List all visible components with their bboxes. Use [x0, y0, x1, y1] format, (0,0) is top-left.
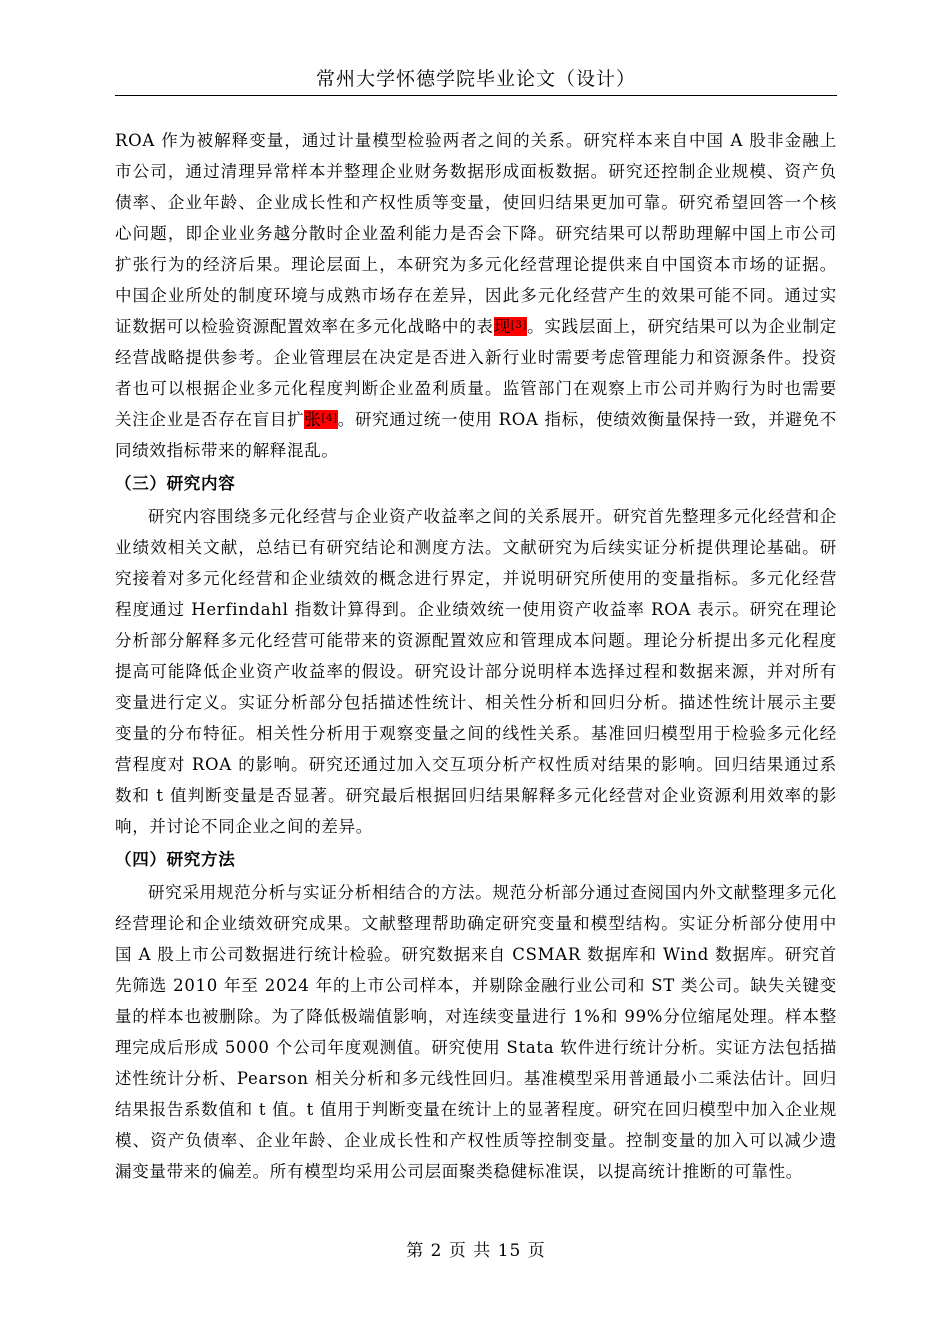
- header-divider: [115, 95, 837, 96]
- highlighted-text-1: [494, 317, 527, 336]
- page-header-title: 常州大学怀德学院毕业论文（设计）: [315, 68, 636, 90]
- highlighted-char-1: 现: [493, 317, 511, 336]
- page-number-footer: 第 2 页 共 15 页: [406, 1241, 546, 1261]
- intro-paragraph: [115, 125, 837, 466]
- intro-text-part1: ROA 作为被解释变量，通过计量模型检验两者之间的关系。研究样本来自中国 A 股非金融上市公司，通过清理异常样本并整理企业财务数据形成面板数据。研究还控制企业规模、资产负债率、企业年龄、企业成长性和产权性质等变量，使回归结果更加可靠。研究希望回答一个核心问题，即企业业务越分散时企业盈利能力是否会下降。研究结果可以帮助理解中国上市公司扩张行为的经济后果。理论层面上，本研究为多元化经营理论提供来自中国资本市场的证据。中国企业所处的制度环境与成熟市场存在差异，因此多元化经营产生的效果可能不同。通过实证数据可以检验资源配置效率在多元化战略中的表: [115, 131, 837, 336]
- research-methods-paragraph: 研究采用规范分析与实证分析相结合的方法。规范分析部分通过查阅国内外文献整理多元化经营理论和企业绩效研究成果。文献整理帮助确定研究变量和模型结构。实证分析部分使用中国 A 股上市公司数据进行统计检验。研究数据来自 CSMAR 数据库和 Wind 数据库。研究首先筛选 2010 年至 2024 年的上市公司样本，并剔除金融行业公司和 ST 类公司。缺失关键变量的样本也被删除。为了降低极端值影响，对连续变量进行 1%和 99%分位缩尾处理。样本整理完成后形成 5000 个公司年度观测值。研究使用 Stata 软件进行统计分析。实证方法包括描述性统计分析、Pearson 相关分析和多元线性回归。基准模型采用普通最小二乘法估计。回归结果报告系数值和 t 值。t 值用于判断变量在统计上的显著程度。研究在回归模型中加入企业规模、资产负债率、企业年龄、企业成长性和产权性质等控制变量。控制变量的加入可以减少遗漏变量带来的偏差。所有模型均采用公司层面聚类稳健标准误，以提高统计推断的可靠性。: [115, 883, 837, 1181]
- section-heading-research-methods: （四）研究方法: [115, 850, 236, 869]
- highlighted-text-2: [304, 410, 337, 429]
- highlighted-char-2: 张: [304, 410, 322, 429]
- research-content-paragraph: 研究内容围绕多元化经营与企业资产收益率之间的关系展开。研究首先整理多元化经营和企业绩效相关文献，总结已有研究结论和测度方法。文献研究为后续实证分析提供理论基础。研究接着对多元化经营和企业绩效的概念进行界定，并说明研究所使用的变量指标。多元化经营程度通过 Herfindahl 指数计算得到。企业绩效统一使用资产收益率 ROA 表示。研究在理论分析部分解释多元化经营可能带来的资源配置效应和管理成本问题。理论分析提出多元化程度提高可能降低企业资产收益率的假设。研究设计部分说明样本选择过程和数据来源，并对所有变量进行定义。实证分析部分包括描述性统计、相关性分析和回归分析。描述性统计展示主要变量的分布特征。相关性分析用于观察变量之间的线性关系。基准回归模型用于检验多元化经营程度对 ROA 的影响。研究还通过加入交互项分析产权性质对结果的影响。回归结果通过系数和 t 值判断变量是否显著。研究最后根据回归结果解释多元化经营对企业资源利用效率的影响，并讨论不同企业之间的差异。: [115, 507, 837, 836]
- section-heading-research-content: （三）研究内容: [115, 474, 236, 493]
- citation-ref-4: [4]: [321, 413, 338, 424]
- intro-text-part3: 。研究通过统一使用 ROA 指标，使绩效衡量保持一致，并避免不同绩效指标带来的解释混乱。: [115, 410, 838, 460]
- citation-ref-3: [3]: [510, 320, 528, 331]
- document-body: [115, 125, 837, 1187]
- intro-text-part2: 。实践层面上，研究结果可以为企业制定经营战略提供参考。企业管理层在决定是否进入新行业时需要考虑管理能力和资源条件。投资者也可以根据企业多元化程度判断企业盈利质量。监管部门在观察上市公司并购行为时也需要关注企业是否存在盲目扩: [115, 317, 837, 429]
